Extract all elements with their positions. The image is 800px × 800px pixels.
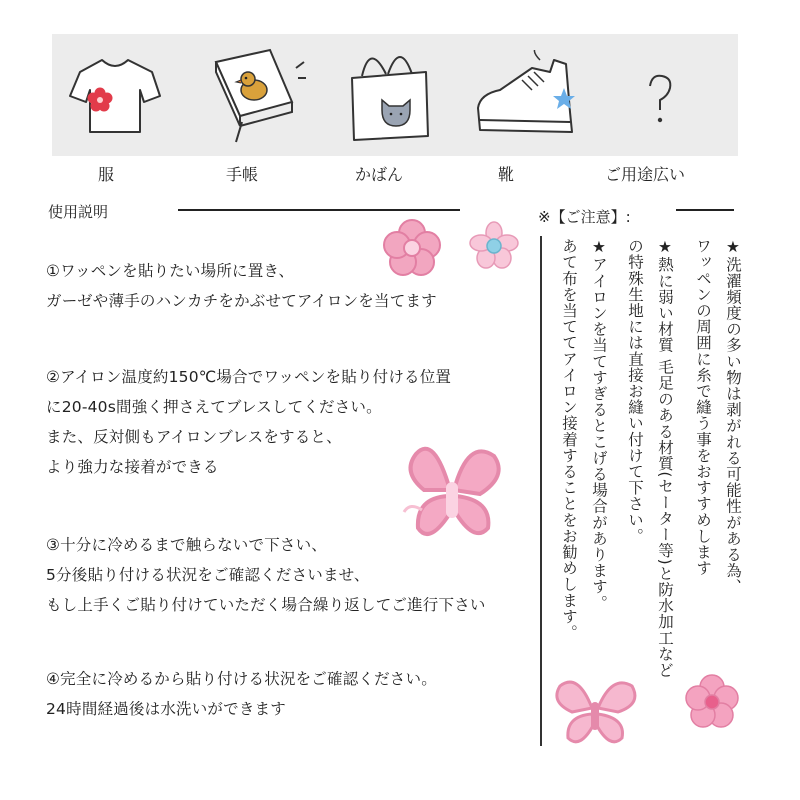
caution-column-6: あて布を当ててアイロン接着することをお勧めします。 xyxy=(560,238,578,641)
use-label-bag: かばん xyxy=(355,165,404,184)
caution-column-1: ★洗濯頻度の多い物は剥がれる可能性がある為、 xyxy=(724,238,742,595)
blue-center-flower-patch xyxy=(466,218,522,274)
caution-column-5: ★アイロンを当てすぎるとこげる場合があります。 xyxy=(590,238,608,611)
caution-column-2: ワッペンの周囲に糸で縫う事をおすすめします xyxy=(694,238,712,577)
step-line: ④完全に冷めるから貼り付ける状況をご確認ください。 xyxy=(46,670,437,688)
pink-flower-patch xyxy=(680,670,744,734)
small-butterfly-patch xyxy=(548,668,644,752)
step-line: ①ワッペンを貼りたい場所に置き、 xyxy=(46,262,295,280)
caution-underline xyxy=(676,209,734,211)
caution-column-3: ★熱に弱い材質 毛足のある材質(セーター等)と防水加工など xyxy=(656,238,674,678)
step-line: ガーゼや薄手のハンカチをかぶせてアイロンを当てます xyxy=(46,292,437,310)
step-line: より強力な接着ができる xyxy=(46,458,219,476)
use-label-clothes: 服 xyxy=(98,165,115,184)
step-line: 5分後貼り付ける状況をご確認くださいませ、 xyxy=(46,566,370,584)
caution-title: ※【ご注意】: xyxy=(538,208,631,226)
tshirt-icon xyxy=(60,50,170,140)
use-label-shoes: 靴 xyxy=(498,165,515,184)
step-line: ②アイロン温度約150℃場合でワッペンを貼り付ける位置 xyxy=(46,368,452,386)
step-line: 24時間経過後は水洗いができます xyxy=(46,700,286,718)
pink-butterfly-patch xyxy=(396,432,512,550)
sneaker-icon xyxy=(470,50,590,140)
use-label-various: ご用途広い xyxy=(605,165,686,184)
caution-column-4: の特殊生地には直接お縫い付けて下さい。 xyxy=(626,238,644,544)
step-line: もし上手くご貼り付けていただく場合繰り返してご進行下さい xyxy=(46,596,486,614)
question-mark-icon xyxy=(640,72,680,132)
instructions-title: 使用説明 xyxy=(48,203,109,221)
step-line: また、反対側もアイロンブレスをすると、 xyxy=(46,428,342,446)
step-line: ③十分に冷めるまで触らないで下さい、 xyxy=(46,536,327,554)
vertical-divider xyxy=(540,236,542,746)
step-4 xyxy=(46,664,437,724)
step-2 xyxy=(46,362,451,482)
step-1 xyxy=(46,256,437,316)
title-underline xyxy=(178,209,460,211)
step-line: に20-40s間強く押さえてブレスしてください。 xyxy=(46,398,382,416)
use-label-notebook: 手帳 xyxy=(226,165,259,184)
plaid-flower-patch xyxy=(380,218,444,278)
notebook-icon xyxy=(200,42,310,147)
tote-bag-icon xyxy=(340,40,440,145)
